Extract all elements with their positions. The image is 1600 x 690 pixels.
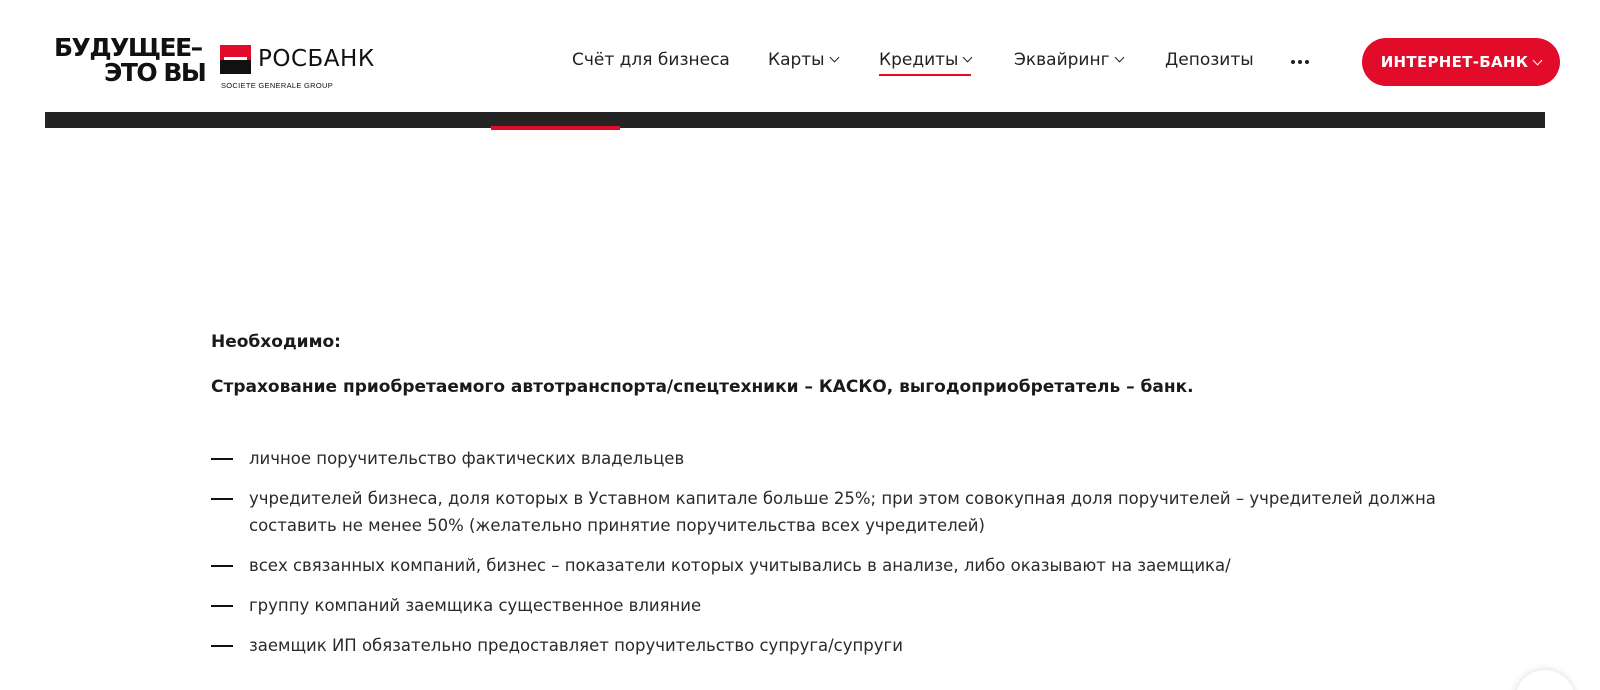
nav-item-cards[interactable] bbox=[768, 48, 838, 72]
chevron-down-icon bbox=[1114, 53, 1124, 63]
slogan-line-1: БУДУЩЕЕ– bbox=[54, 33, 202, 62]
list-item bbox=[211, 632, 1491, 659]
nav-item-acquiring[interactable] bbox=[1014, 48, 1123, 72]
chat-widget-button[interactable] bbox=[1515, 670, 1575, 690]
list-item-text: учредителей бизнеса, доля которых в Уставном капитале больше 25%; при этом совокупная доля поручителей – учредителей должна составить не менее 50% (желательно принятие поручительства всех учредителей) bbox=[249, 489, 1436, 535]
list-item bbox=[211, 592, 1491, 619]
list-item-text: всех связанных компаний, бизнес – показатели которых учитывались в анализе, либо оказывают на заемщика/ bbox=[249, 556, 1231, 575]
rosbank-logo-icon[interactable] bbox=[220, 45, 251, 74]
list-item-text: личное поручительство фактических владельцев bbox=[249, 449, 685, 468]
logo-name[interactable]: РОСБАНК bbox=[258, 46, 375, 72]
site-header bbox=[0, 0, 1600, 112]
main-content bbox=[211, 330, 1491, 672]
logo-subtitle: SOCIETE GENERALE GROUP bbox=[221, 81, 334, 90]
list-item-text: группу компаний заемщика существенное влияние bbox=[249, 596, 702, 615]
ellipsis-icon[interactable] bbox=[1291, 60, 1309, 64]
brand-slogan[interactable] bbox=[54, 35, 205, 85]
nav-item-label: Депозиты bbox=[1165, 50, 1254, 70]
dash-icon bbox=[211, 498, 233, 500]
chevron-down-icon bbox=[829, 53, 839, 63]
dash-icon bbox=[211, 645, 233, 647]
slogan-line-2: ЭТО ВЫ bbox=[104, 58, 206, 87]
active-tab-indicator bbox=[491, 126, 620, 130]
nav-item-credits[interactable] bbox=[879, 48, 971, 72]
nav-item-deposits[interactable] bbox=[1165, 48, 1254, 72]
insurance-requirement: Страхование приобретаемого автотранспорта/спецтехники – КАСКО, выгодоприобретатель – банк. bbox=[211, 377, 1194, 397]
nav-item-label: Счёт для бизнеса bbox=[572, 50, 730, 70]
list-item bbox=[211, 485, 1491, 539]
internet-bank-label: ИНТЕРНЕТ-БАНК bbox=[1380, 53, 1529, 71]
list-item bbox=[211, 445, 1491, 472]
chevron-down-icon bbox=[963, 53, 973, 63]
nav-item-business-account[interactable] bbox=[572, 48, 730, 72]
section-heading: Необходимо: bbox=[211, 332, 341, 352]
internet-bank-button[interactable] bbox=[1362, 38, 1560, 86]
dash-icon bbox=[211, 458, 233, 460]
chevron-down-icon bbox=[1533, 56, 1543, 66]
nav-item-label: Кредиты bbox=[879, 50, 959, 70]
guarantee-list bbox=[211, 445, 1491, 659]
dash-icon bbox=[211, 565, 233, 567]
list-item-text: заемщик ИП обязательно предоставляет поручительство супруга/супруги bbox=[249, 636, 903, 655]
nav-item-label: Эквайринг bbox=[1014, 50, 1110, 70]
dash-icon bbox=[211, 605, 233, 607]
dark-banner-strip bbox=[45, 112, 1545, 128]
list-item bbox=[211, 552, 1491, 579]
nav-item-label: Карты bbox=[768, 50, 825, 70]
